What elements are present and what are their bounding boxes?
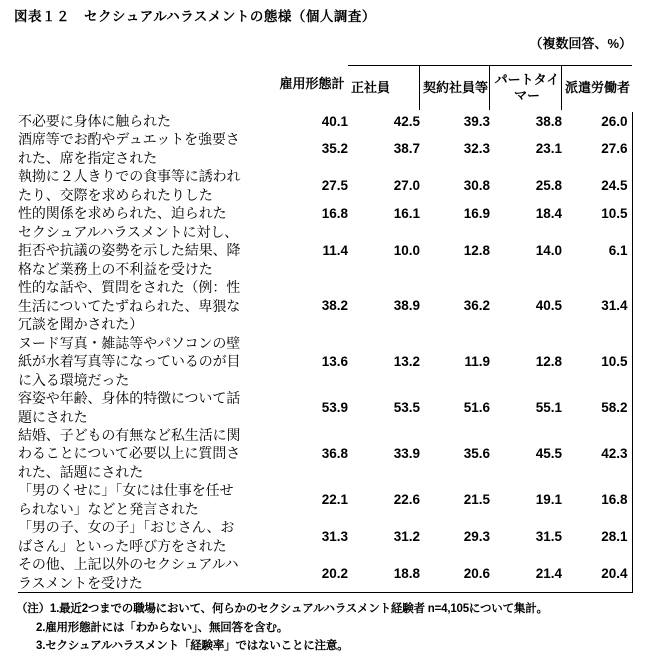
cell-parttime: 31.5	[535, 529, 562, 545]
row-label-line: ばさん」といった呼び方をされた	[18, 537, 227, 554]
row-label	[18, 426, 276, 481]
cell-total: 22.1	[321, 492, 348, 508]
cell-contract: 51.6	[463, 400, 490, 415]
row-label-line: その他、上記以外のセクシュアルハ	[18, 556, 239, 573]
cell-parttime: 23.1	[535, 141, 562, 157]
cell-regular: 18.8	[348, 555, 420, 592]
table-row	[18, 223, 632, 278]
row-label-line: 酒席等でお酌やデュエットを強要さ	[18, 131, 240, 148]
row-label-line: 執拗に２人きりでの食事等に誘われ	[18, 168, 241, 185]
row-label	[18, 204, 276, 222]
cell-dispatch: 10.5	[562, 334, 632, 389]
employment-type-header-group	[348, 65, 632, 110]
figure-title: 図表１２ セクシュアルハラスメントの態様（個人調査）	[14, 9, 376, 24]
row-label	[18, 112, 276, 130]
row-label-line: 紙が水着写真等になっているのが目	[18, 353, 241, 370]
cell-contract: 29.3	[463, 529, 490, 545]
table-row	[18, 555, 632, 592]
row-label-line: に入る環境だった	[18, 371, 130, 388]
header-type-contract: 契約社員等	[420, 66, 490, 110]
cell-total: 13.6	[321, 353, 348, 369]
cell-parttime: 18.4	[535, 206, 562, 222]
row-label-line: 生活についてたずねられた、卑猥な	[18, 297, 241, 314]
cell-parttime: 19.1	[535, 492, 562, 508]
cell-regular: 13.2	[393, 353, 420, 369]
footnote-3: 3.セクシュアルハラスメント「経験率」ではないことに注意。	[36, 640, 349, 653]
cell-contract: 39.3	[463, 113, 490, 129]
cell-contract: 20.6	[420, 555, 490, 592]
row-label	[18, 167, 276, 204]
cell-total: 27.5	[321, 178, 348, 194]
table-row	[18, 426, 632, 481]
cell-dispatch: 58.2	[562, 389, 632, 426]
row-label-line: 不必要に身体に触られた	[18, 113, 171, 129]
header-type-parttime: パートタイマー	[490, 66, 562, 110]
cell-parttime: 38.8	[535, 113, 562, 129]
cell-total: 31.3	[321, 529, 348, 545]
cell-total: 38.2	[321, 298, 348, 314]
row-label	[18, 481, 276, 518]
table-row	[18, 481, 632, 518]
cell-contract: 12.8	[463, 243, 490, 259]
row-label-line: 結婚、子どもの有無など私生活に関	[18, 426, 241, 443]
cell-total: 35.2	[321, 141, 348, 157]
cell-dispatch: 10.5	[562, 204, 632, 222]
cell-regular: 27.0	[393, 178, 420, 194]
row-label	[18, 334, 276, 389]
row-label-line: ヌード写真・雑誌等やパソコンの壁	[18, 334, 241, 351]
row-label-line: 性的な話や、質問をされた（例：性	[18, 279, 241, 296]
cell-contract: 36.2	[463, 298, 490, 314]
cell-contract: 30.8	[463, 178, 490, 194]
header-type-dispatch: 派遣労働者	[565, 79, 631, 95]
cell-regular: 22.6	[393, 492, 420, 508]
cell-regular: 33.9	[393, 446, 420, 462]
header-row	[18, 56, 632, 112]
cell-dispatch: 26.0	[562, 112, 632, 130]
cell-contract: 35.6	[463, 446, 490, 462]
row-label-line: 冗談を聞かされた）	[18, 316, 144, 333]
cell-contract: 32.3	[463, 141, 490, 157]
cell-dispatch: 6.1	[562, 223, 632, 278]
cell-contract: 16.9	[463, 206, 490, 222]
row-label-line: れた、席を指定された	[18, 149, 157, 166]
row-label-line: ラスメントを受けた	[18, 574, 143, 591]
cell-parttime: 25.8	[535, 178, 562, 194]
row-label	[18, 389, 276, 426]
cell-total: 20.2	[276, 555, 348, 592]
row-label-line: 容姿や年齢、身体的特徴について話	[18, 390, 241, 407]
row-label-line: たり、交際を求められたりした	[18, 186, 213, 203]
harassment-type-table	[18, 56, 633, 593]
row-label	[18, 223, 276, 278]
cell-parttime: 14.0	[535, 243, 562, 259]
cell-parttime: 45.5	[535, 446, 562, 462]
row-label-line: わることについて必要以上に質問さ	[18, 445, 241, 462]
table-row	[18, 278, 632, 333]
table-row	[18, 389, 632, 426]
row-label-line: 題にされた	[18, 408, 88, 425]
row-label-line: 性的関係を求められた、迫られた	[18, 205, 227, 222]
cell-dispatch: 28.1	[562, 518, 632, 555]
cell-parttime: 55.1	[535, 400, 562, 415]
table-body	[18, 112, 632, 593]
cell-parttime: 21.4	[490, 555, 562, 592]
table-row	[18, 112, 632, 130]
row-label	[18, 555, 276, 592]
cell-regular: 53.5	[393, 400, 420, 415]
cell-total: 40.1	[321, 113, 348, 129]
footnote-1: （注）1.最近2つまでの職場において、何らかのセクシュアルハラスメント経験者 n=4,105について集計。	[16, 603, 548, 615]
table-row	[18, 334, 632, 389]
row-label	[18, 518, 276, 555]
table-row	[18, 204, 632, 222]
footnotes	[16, 600, 548, 656]
cell-regular: 38.9	[393, 298, 420, 314]
cell-parttime: 40.5	[535, 298, 562, 314]
cell-parttime: 12.8	[535, 353, 562, 369]
row-label-line: 「男のくせに」「女には仕事を任せ	[18, 482, 234, 499]
row-label	[18, 278, 276, 333]
table-row	[18, 167, 632, 204]
cell-regular: 31.2	[393, 529, 420, 545]
table-container	[18, 56, 632, 593]
unit-note: （複数回答、%）	[529, 36, 632, 51]
cell-contract: 21.5	[463, 492, 490, 508]
cell-dispatch: 31.4	[562, 278, 632, 333]
row-label-line: 「男の子、女の子」「おじさん、お	[18, 519, 235, 536]
header-employment-types	[348, 56, 632, 112]
row-label-line: 拒否や抗議の姿勢を示した結果、降	[18, 242, 241, 259]
cell-dispatch: 27.6	[562, 130, 632, 167]
cell-total: 11.4	[322, 243, 348, 259]
cell-dispatch: 24.5	[562, 167, 632, 204]
row-label-line: 格など業務上の不利益を受けた	[18, 260, 213, 277]
table-row	[18, 518, 632, 555]
footnote-2: 2.雇用形態計には「わからない」、無回答を含む。	[36, 621, 289, 634]
cell-total: 36.8	[321, 446, 348, 462]
cell-dispatch: 20.4	[562, 555, 632, 592]
row-label	[18, 130, 276, 167]
cell-total: 53.9	[321, 400, 348, 415]
cell-regular: 16.1	[393, 206, 420, 222]
cell-regular: 42.5	[393, 113, 420, 129]
cell-regular: 38.7	[393, 141, 420, 157]
cell-contract: 11.9	[464, 353, 490, 369]
row-label-line: れた、話題にされた	[18, 463, 144, 480]
row-label-line: セクシュアルハラスメントに対し、	[18, 223, 239, 240]
table-header	[18, 56, 632, 112]
row-label-line: られない」などと発言された	[18, 500, 199, 517]
cell-dispatch: 16.8	[562, 481, 632, 518]
cell-regular: 10.0	[393, 243, 420, 259]
cell-dispatch: 42.3	[562, 426, 632, 481]
header-total-column: 雇用形態計	[279, 75, 345, 91]
header-corner-blank	[18, 56, 276, 112]
cell-total: 16.8	[321, 206, 348, 222]
table-row	[18, 130, 632, 167]
header-type-regular: 正社員	[348, 66, 420, 110]
